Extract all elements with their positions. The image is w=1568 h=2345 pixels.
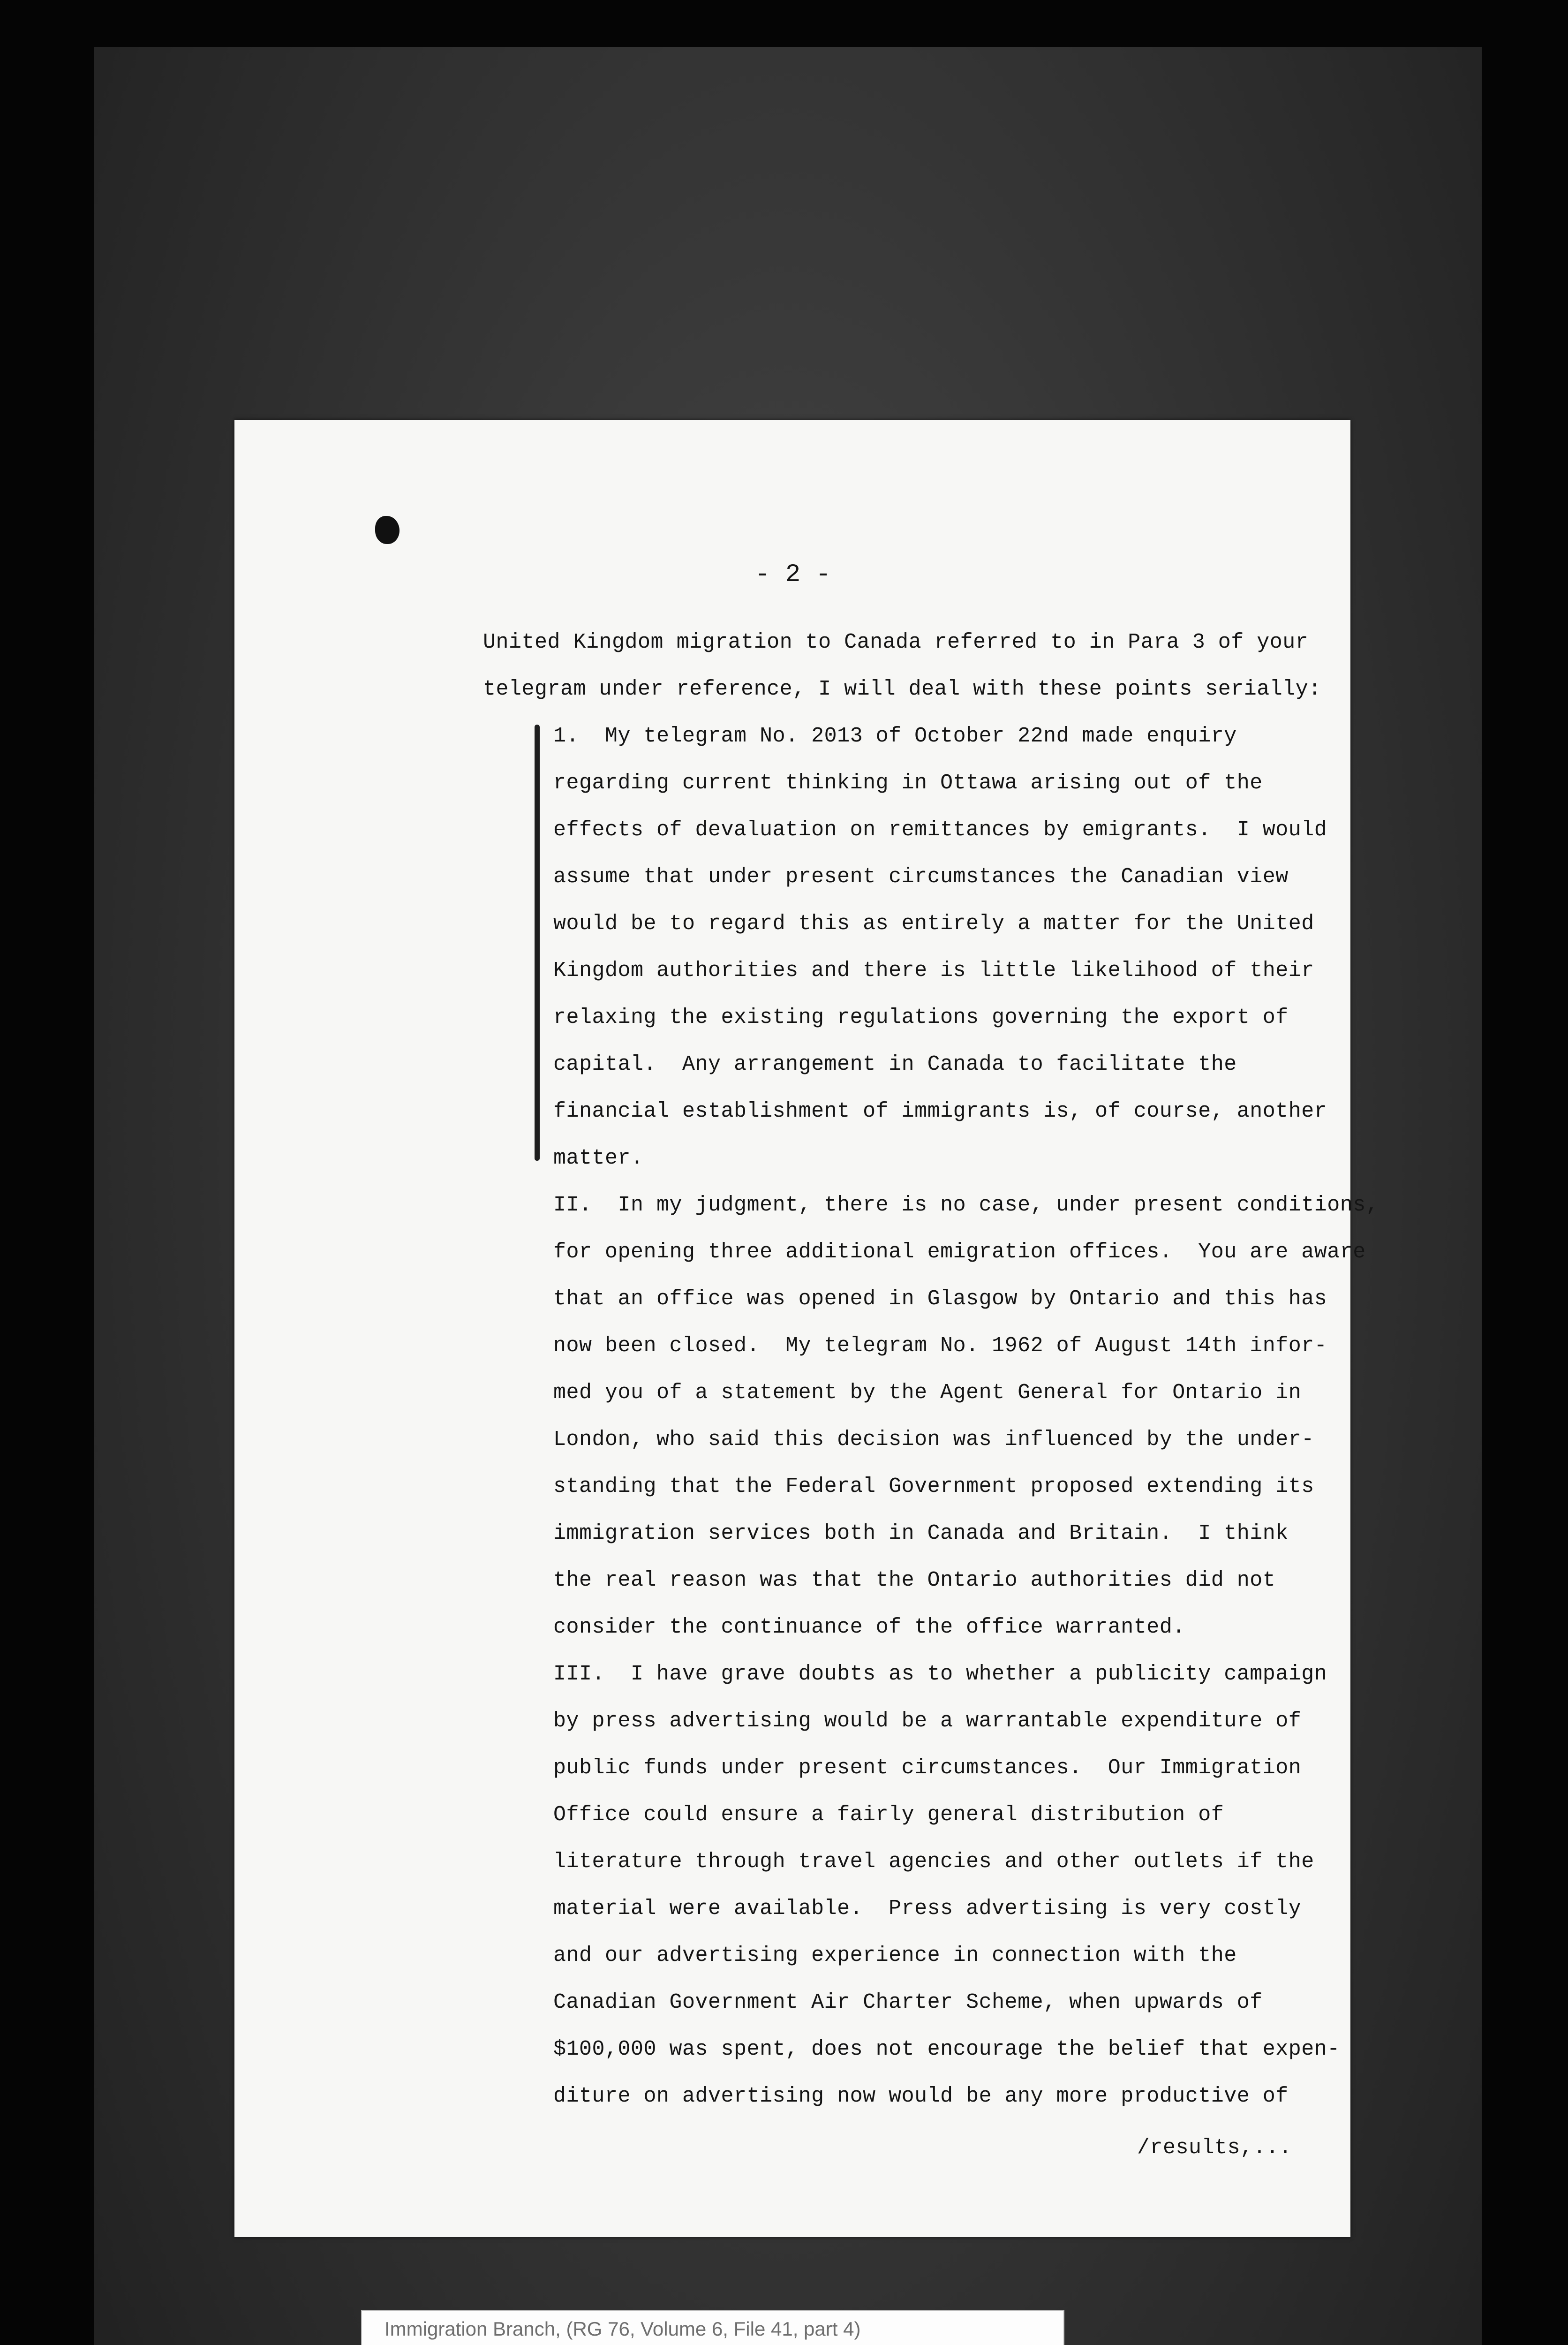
text-line: telegram under reference, I will deal with these points serially: [483, 677, 1321, 701]
text-line: assume that under present circumstances the Canadian view [553, 865, 1289, 889]
text-line: public funds under present circumstances. Our Immigration [553, 1756, 1302, 1780]
text-line: diture on advertising now would be any more productive of [553, 2084, 1289, 2108]
text-line: 1. My telegram No. 2013 of October 22nd made enquiry [553, 724, 1237, 748]
text-line: by press advertising would be a warrantable expenditure of [553, 1709, 1302, 1733]
text-line: financial establishment of immigrants is, of course, another [553, 1099, 1327, 1123]
page-number: - 2 - [755, 560, 831, 589]
text-line: standing that the Federal Government proposed extending its [553, 1475, 1314, 1498]
text-line: and our advertising experience in connection with the [553, 1944, 1237, 1967]
text-line: regarding current thinking in Ottawa arising out of the [553, 771, 1263, 795]
text-line: III. I have grave doubts as to whether a publicity campaign [553, 1662, 1327, 1686]
text-line: now been closed. My telegram No. 1962 of August 14th infor- [553, 1334, 1327, 1358]
text-line: $100,000 was spent, does not encourage the belief that expen- [553, 2037, 1340, 2061]
text-line: med you of a statement by the Agent General for Ontario in [553, 1381, 1302, 1405]
text-line: relaxing the existing regulations governing the export of [553, 1006, 1289, 1029]
text-line: II. In my judgment, there is no case, under present conditions, [553, 1193, 1379, 1217]
document-page [234, 420, 1379, 2237]
text-line: London, who said this decision was influenced by the under- [553, 1428, 1314, 1452]
text-line: literature through travel agencies and other outlets if the [553, 1850, 1314, 1874]
text-line: the real reason was that the Ontario authorities did not [553, 1568, 1276, 1592]
continuation-note: /results,... [1137, 2136, 1292, 2160]
text-line: would be to regard this as entirely a matter for the United [553, 912, 1314, 936]
text-line: Canadian Government Air Charter Scheme, when upwards of [553, 1990, 1263, 2014]
text-line: for opening three additional emigration offices. You are aware [553, 1240, 1366, 1264]
punch-hole [375, 516, 400, 544]
text-line: United Kingdom migration to Canada referred to in Para 3 of your [483, 630, 1309, 654]
text-line: Office could ensure a fairly general distribution of [553, 1803, 1224, 1827]
text-line: effects of devaluation on remittances by emigrants. I would [553, 818, 1327, 842]
text-line: Kingdom authorities and there is little likelihood of their [553, 959, 1314, 983]
text-line: consider the continuance of the office warranted. [553, 1615, 1185, 1639]
margin-marker-line [535, 725, 540, 1161]
archive-reference-label: Immigration Branch, (RG 76, Volume 6, File 41, part 4) [361, 2310, 1064, 2345]
text-line: matter. [553, 1146, 644, 1170]
text-line: material were available. Press advertising is very costly [553, 1897, 1302, 1921]
text-line: capital. Any arrangement in Canada to facilitate the [553, 1052, 1237, 1076]
text-line: that an office was opened in Glasgow by Ontario and this has [553, 1287, 1327, 1311]
text-line: immigration services both in Canada and Britain. I think [553, 1521, 1289, 1545]
